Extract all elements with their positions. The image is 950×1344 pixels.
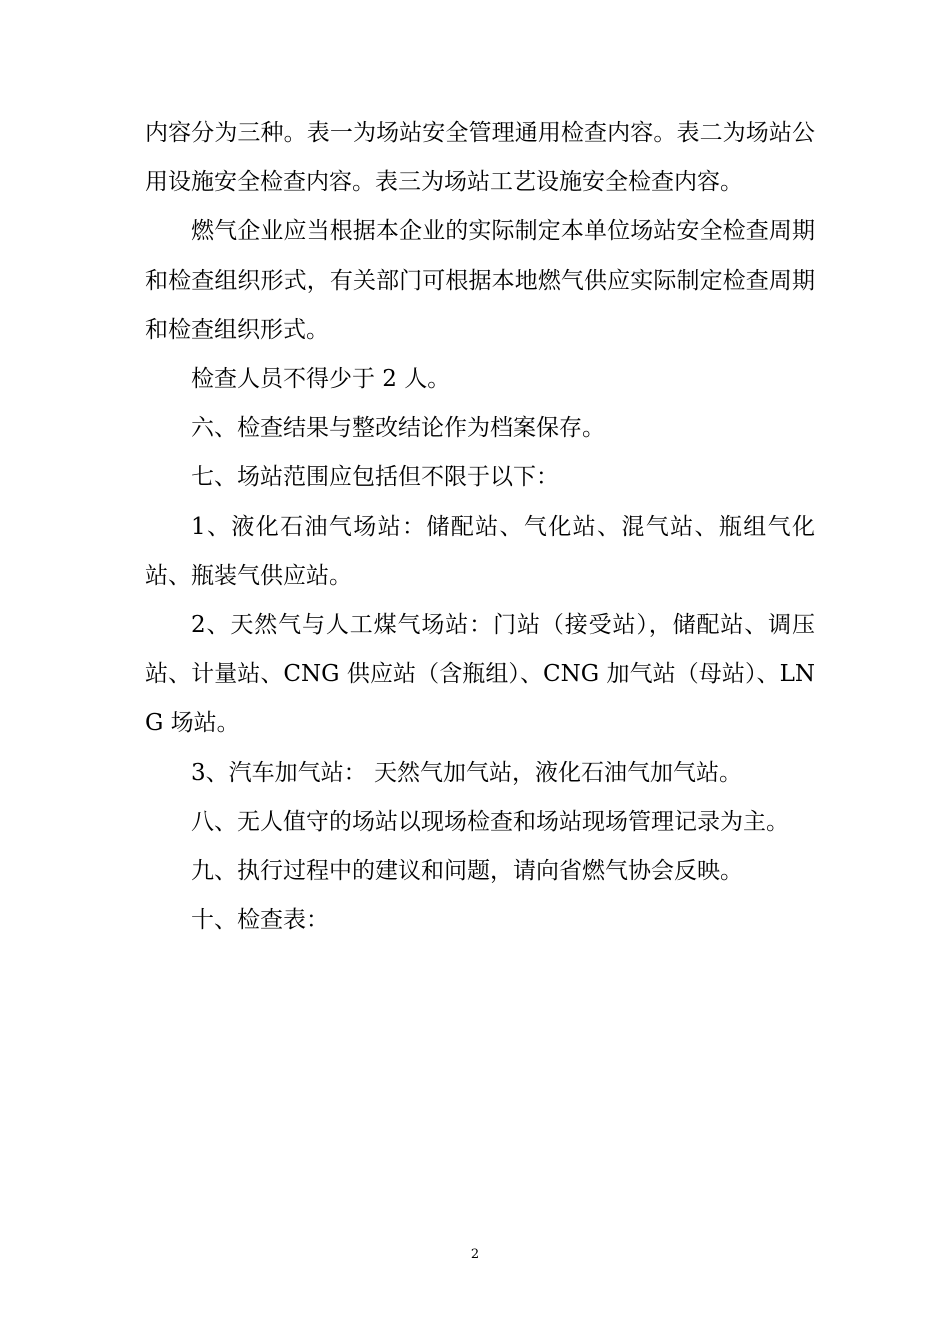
page-number: 2	[470, 1247, 480, 1262]
paragraph-item-3-vehicle-station: 3、汽车加气站： 天然气加气站，液化石油气加气站。	[191, 759, 742, 786]
paragraph-section-9: 九、执行过程中的建议和问题，请向省燃气协会反映。	[191, 858, 743, 885]
paragraph-inspector-count: 检查人员不得少于 2 人。	[191, 366, 451, 393]
paragraph-section-8: 八、无人值守的场站以现场检查和场站现场管理记录为主。	[191, 808, 789, 835]
paragraph-item-1-lpg: 1、液化石油气场站：储配站、气化站、混气站、瓶组气化站、瓶装气供应站。	[145, 513, 815, 589]
paragraph-inspection-cycle: 燃气企业应当根据本企业的实际制定本单位场站安全检查周期和检查组织形式，有关部门可根据本地燃气供应实际制定检查周期和检查组织形式。	[145, 218, 815, 343]
paragraph-table-contents: 内容分为三种。表一为场站安全管理通用检查内容。表二为场站公用设施安全检查内容。表三为场站工艺设施安全检查内容。	[145, 120, 815, 196]
paragraph-section-7: 七、场站范围应包括但不限于以下：	[191, 464, 559, 491]
paragraph-section-10: 十、检查表：	[191, 907, 329, 934]
paragraph-item-2-natural-gas: 2、天然气与人工煤气场站：门站（接受站），储配站、调压站、计量站、CNG 供应站（含瓶组）、CNG 加气站（母站）、LNG 场站。	[145, 612, 815, 737]
body-text	[145, 109, 815, 945]
paragraph-section-6: 六、检查结果与整改结论作为档案保存。	[191, 415, 605, 442]
